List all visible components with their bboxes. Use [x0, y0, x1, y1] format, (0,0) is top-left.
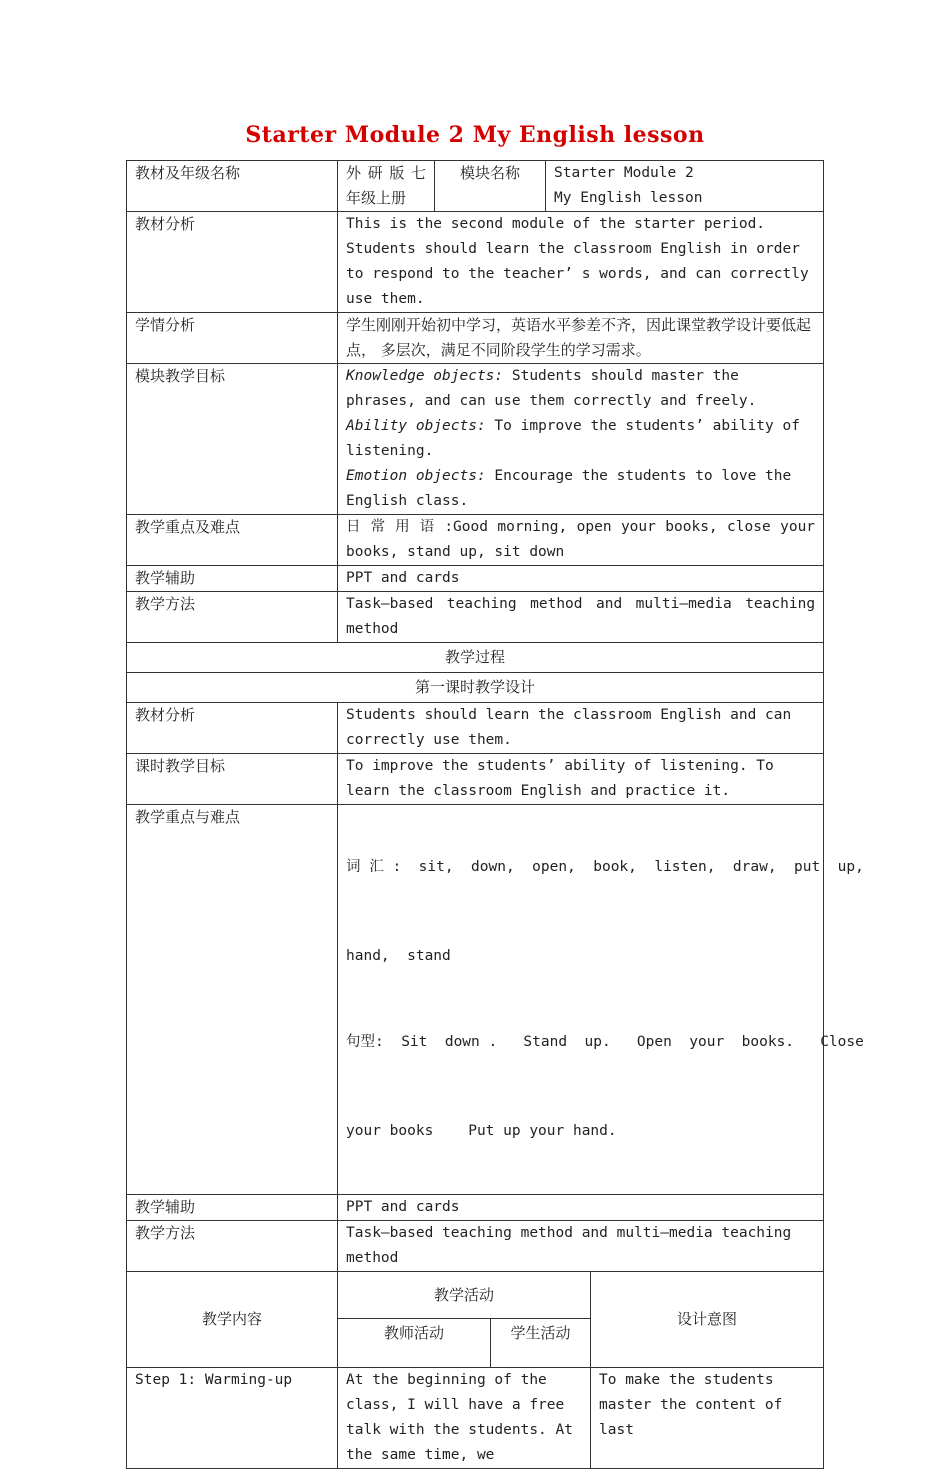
lesson-analysis-label: 教材分析	[127, 703, 338, 754]
lesson-aids-text: PPT and cards	[338, 1195, 824, 1221]
student-activity-header: 学生活动	[491, 1319, 591, 1368]
lesson-plan-table	[126, 160, 864, 1469]
goal-ability: Ability objects: To improve the students’ ability of listening.	[346, 418, 800, 459]
lesson-key-points-label: 教学重点与难点	[127, 805, 338, 1195]
row-student-analysis	[127, 313, 824, 364]
row-lesson-aids	[127, 1195, 824, 1221]
row-lesson-heading	[127, 673, 824, 703]
activity-header: 教学活动	[338, 1272, 591, 1319]
module-name-label: 模块名称	[435, 161, 546, 212]
analysis-text: This is the second module of the starter period. Students should learn the classroom English in order to respond to the teacher’ s words, and can correctly use them.	[338, 212, 824, 313]
row-method	[127, 592, 824, 643]
row-lesson-goals	[127, 754, 824, 805]
lesson-goals-text: To improve the students’ ability of listening. To learn the classroom English and practice it.	[338, 754, 824, 805]
lesson-goals-label: 课时教学目标	[127, 754, 338, 805]
module-name-line1: Starter Module 2	[554, 165, 694, 181]
sentence-line1: 句型: Sit down . Stand up. Open your books. Close	[346, 1034, 864, 1050]
module-goals-text	[338, 364, 824, 515]
lesson-aids-label: 教学辅助	[127, 1195, 338, 1221]
lesson-method-text: Task—based teaching method and multi—media teaching method	[338, 1221, 824, 1272]
row-aids	[127, 566, 824, 592]
row-activity-header-top	[127, 1272, 824, 1319]
textbook-label: 教材及年级名称	[127, 161, 338, 212]
vocabulary-line2: hand, stand	[346, 948, 451, 964]
goal-knowledge: Knowledge objects: Students should master the phrases, and can use them correctly and freely.	[346, 368, 757, 409]
key-points-text: 日 常 用 语 :Good morning, open your books, close your books, stand up, sit down	[338, 515, 824, 566]
goal-emotion: Emotion objects: Encourage the students to love the English class.	[346, 468, 792, 509]
step1-intent: To make the students master the content of last	[591, 1368, 824, 1469]
aids-label: 教学辅助	[127, 566, 338, 592]
key-points-label: 教学重点及难点	[127, 515, 338, 566]
aids-text: PPT and cards	[338, 566, 824, 592]
lesson-analysis-text: Students should learn the classroom English and can correctly use them.	[338, 703, 824, 754]
row-lesson-analysis	[127, 703, 824, 754]
method-text: Task—based teaching method and multi—media teaching method	[338, 592, 824, 643]
row-process-heading	[127, 643, 824, 673]
row-textbook	[127, 161, 824, 212]
row-key-points	[127, 515, 824, 566]
sentence-line2: your books Put up your hand.	[346, 1123, 617, 1139]
process-heading: 教学过程	[127, 643, 824, 673]
row-step1	[127, 1368, 824, 1469]
student-analysis-text: 学生刚刚开始初中学习，英语水平参差不齐，因此课堂教学设计要低起点， 多层次，满足不同阶段学生的学习需求。	[338, 313, 824, 364]
module-goals-label: 模块教学目标	[127, 364, 338, 515]
step1-label: Step 1: Warming-up	[127, 1368, 338, 1469]
textbook-value: 外 研 版 七 年级上册	[338, 161, 435, 212]
analysis-label: 教材分析	[127, 212, 338, 313]
row-lesson-method	[127, 1221, 824, 1272]
row-module-goals	[127, 364, 824, 515]
row-analysis	[127, 212, 824, 313]
method-label: 教学方法	[127, 592, 338, 643]
step1-teacher-activity: At the beginning of the class, I will have a free talk with the students. At the same time, we	[338, 1368, 591, 1469]
module-name-value	[546, 161, 824, 212]
lesson-method-label: 教学方法	[127, 1221, 338, 1272]
document-title: Starter Module 2 My English lesson	[245, 122, 705, 148]
module-name-line2: My English lesson	[554, 190, 703, 206]
student-analysis-label: 学情分析	[127, 313, 338, 364]
intent-header: 设计意图	[591, 1272, 824, 1368]
lesson-heading: 第一课时教学设计	[127, 673, 824, 703]
lesson-key-points-text	[338, 805, 864, 1195]
vocabulary-line1: 词 汇 : sit, down, open, book, listen, draw, put up,	[346, 859, 864, 875]
content-header: 教学内容	[127, 1272, 338, 1368]
teacher-activity-header: 教师活动	[338, 1319, 491, 1368]
row-lesson-key-points	[127, 805, 824, 1195]
